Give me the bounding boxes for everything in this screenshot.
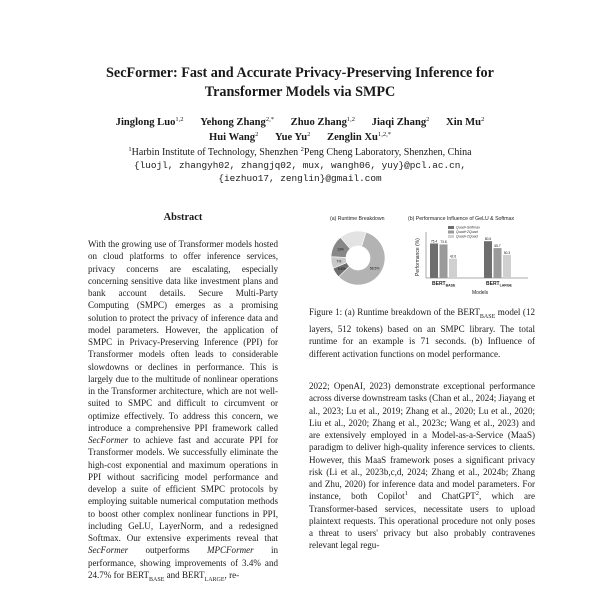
bar-bertbase-1 [440,244,448,278]
panel-b-title: (b) Performance Influence of GeLU & Softmax [408,216,515,222]
legend-swatch [448,231,454,234]
author: Zenglin $Xu^{1,2,*}$ [327,131,391,143]
author-row-1 [0,115,600,130]
y-axis-label: Performance (%) [415,238,421,276]
author: Yehong Zhang$^{2,*}$ [200,116,274,128]
panel-a-title: (a) Runtime Breakdown [330,216,385,222]
email-block [0,159,600,185]
bar-data-label: 75.4 [430,239,438,244]
figure-1 [308,212,536,296]
legend-label: Quad+2Quad [456,230,478,234]
bar-bertlarge-2 [503,255,511,278]
author: Hui Wang$^2$ [209,131,259,143]
pie-slice-label: 7% [336,259,342,264]
bar-data-label: 80.6 [484,237,492,241]
legend-label: Quad+Softmax [456,225,481,230]
tick-label-bert-base: $BERT_{BASE}$ [432,281,456,288]
x-axis-label: Models [472,290,489,296]
author: Yue Yu$^2$ [274,131,311,143]
abstract-body: With the growing use of Transformer models hosted on cloud platforms to offer inference services, privacy concerns are escalating, especially concerning sensitive data like investment plans and bank account details. Secure Multi-Party Computing (SMPC) emerges as a promising solution to protect the privacy of inference data and model parameters. However, the application of SMPC in Privacy-Preserving Inference (PPI) for Transformer models often leads to considerable slowdowns or declines in performance. This is largely due to the multitude of nonlinear operations in the Transformer architecture, which are not well-suited to SMPC and difficult to circumvent or optimize effectively. To address this concern, we introduce a comprehensive PPI framework called SecFormer to achieve fast and accurate PPI for Transformer models. We successfully eliminate the high-cost exponential and maximum operations in PPI without sacrificing model performance and develop a suite of efficient SMPC protocols by employing suitable numerical computation methods to boost other complex nonlinear functions in PPI, including GeLU, LayerNorm, and a redesigned Softmax. Our extensive experiments reveal that SecFormer outperforms MPCFormer in performance, showing improvements of 3.4% and 24.7% for $BERT_{BASE}$ and $BERT_{LARGE}$, re- [88,239,278,583]
legend [448,226,480,239]
title-line-1: SecFormer: Fast and Accurate Privacy-Preserving Inference for [106,65,494,81]
bar-data-label: 50.3 [503,250,511,255]
author-row-2 [0,130,600,145]
paper-title [0,64,600,102]
legend-swatch [448,235,454,238]
affiliations: $^1$Harbin Institute of Technology, Shenzhen $^2$Peng Cheng Laboratory, Shenzhen, China [128,146,472,158]
author-list [0,115,600,145]
bar-bertbase-2 [449,259,457,278]
author: Xin Mu$^2$ [446,116,485,128]
bar-bertbase-0 [430,244,438,279]
author: Jiaqi Zhang$^2$ [371,116,430,128]
email-line-1: {luojl, zhangyh02, zhangjq02, mux, wangh06, yuy}@pcl.ac.cn, [134,160,466,171]
pie-slice-label: 58.5% [369,266,380,271]
abstract-heading: Abstract [163,212,203,223]
bar-bertlarge-1 [494,248,502,278]
tick-label-bert-large: $BERT_{LARGE}$ [486,281,512,288]
figure-caption: Figure 1: (a) Runtime breakdown of the $BERT_{BASE}$ model (12 layers, 512 tokens) based on an SMPC library. The total runtime for an example is 71 seconds. (b) Influence of different activation functions on model performance. [309,307,535,359]
author: Jinglong Luo$^{1,2}$ [115,116,184,128]
bar-data-label: 42.6 [449,254,457,259]
pie-slice-label: 5.6% [337,266,346,271]
title-line-2: Transformer Models via SMPC [204,84,396,100]
legend-label: Quad+2Quad [456,234,478,239]
runtime-pie [331,231,385,285]
bar-data-label: 73.8 [440,240,447,245]
author: Zhuo Zhang$^{1,2}$ [290,116,356,128]
performance-bar-chart [415,226,528,297]
bar-data-label: 65.7 [494,243,501,248]
legend-swatch [448,226,454,229]
intro-body: 2022; OpenAI, 2023) demonstrate exceptional performance across diverse downstream tasks (Chan et al., 2024; Jiayang et al., 2023; Lu et al., 2019; Zhang et al., 2020; Lu et al., 2020; Liu et al., 2020; Zhang et al., 2023c; Wang et al., 2023) and are extensively employed in a Model-as-a-Service (MaaS) paradigm to deliver high-quality inference services to clients. However, this MaaS framework poses a significant privacy risk (Li et al., 2023b,c,d, 2024; Zhang et al., 2024b; Zhang and Zhu, 2020) for inference data and model parameters. For instance, both Copilot$^1$ and ChatGPT$^2$, which are Transformer-based services, necessitate users to upload plaintext requests. This operational procedure not only poses a threat to users' privacy but also probably contravenes relevant legal regu- [309,381,535,551]
pie-slice-label: 13% [337,247,344,252]
bar-bertlarge-0 [484,241,492,278]
email-line-2: {iezhuo17, zenglin}@gmail.com [218,173,382,184]
